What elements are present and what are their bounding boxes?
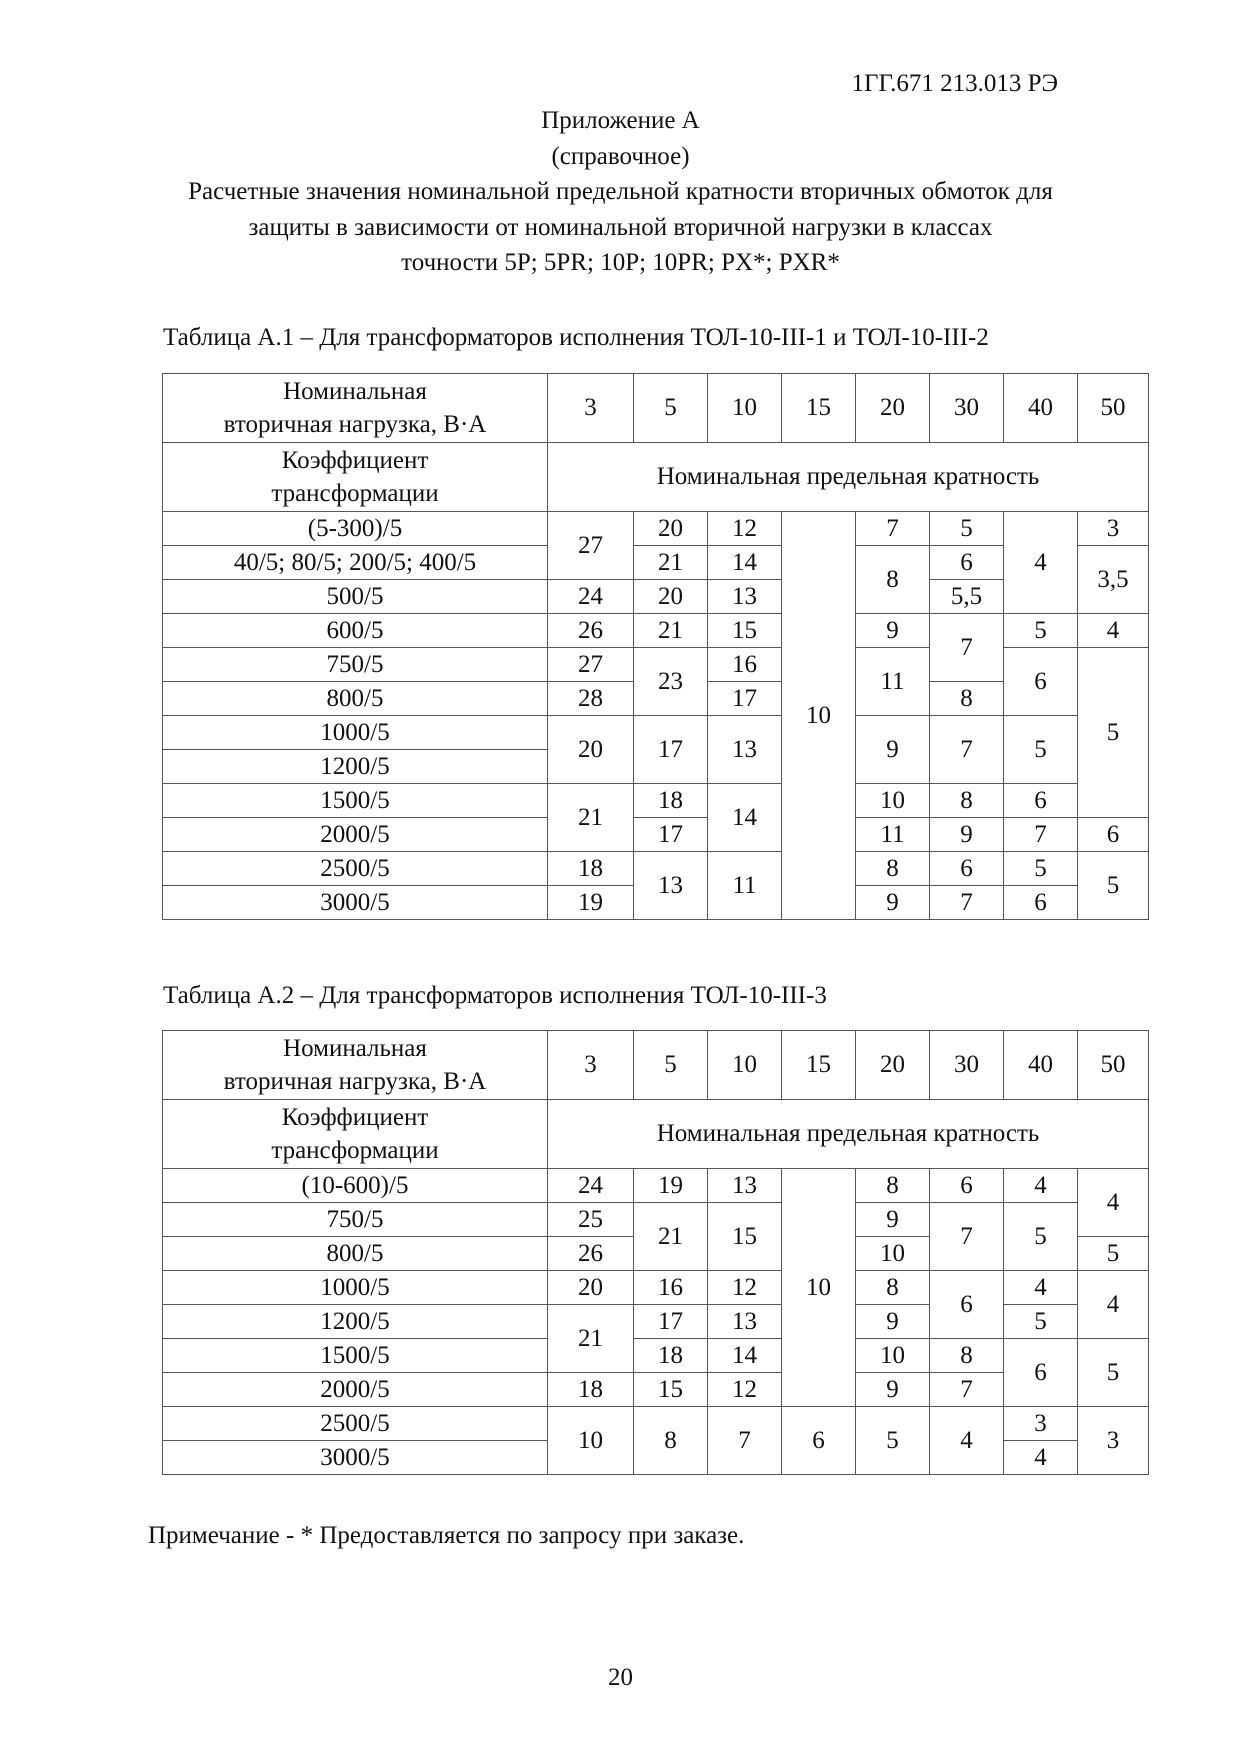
value-cell: 4 bbox=[1004, 1271, 1078, 1305]
value-cell: 18 bbox=[634, 784, 708, 818]
appendix-type: (справочное) bbox=[551, 142, 690, 170]
value-cell: 6 bbox=[930, 1271, 1004, 1339]
value-cell: 6 bbox=[930, 546, 1004, 580]
load-header: 15 bbox=[782, 1031, 856, 1100]
load-header: 20 bbox=[856, 374, 930, 443]
value-cell: 9 bbox=[856, 886, 930, 920]
value-cell: 28 bbox=[548, 682, 634, 716]
load-header: 20 bbox=[856, 1031, 930, 1100]
value-cell: 14 bbox=[708, 784, 782, 852]
value-cell: 11 bbox=[856, 818, 930, 852]
table-row bbox=[163, 818, 1149, 852]
appendix-description-line3: точности 5P; 5PR; 10P; 10PR; PX*; PXR* bbox=[401, 249, 840, 276]
ratio-cell: 750/5 bbox=[163, 648, 548, 682]
ratio-cell: 2500/5 bbox=[163, 852, 548, 886]
value-cell: 26 bbox=[548, 1237, 634, 1271]
value-cell: 9 bbox=[856, 614, 930, 648]
value-cell: 20 bbox=[548, 716, 634, 784]
value-cell: 13 bbox=[708, 716, 782, 784]
appendix-description-line2: защиты в зависимости от номинальной вторичной нагрузки в классах bbox=[248, 213, 993, 241]
ratio-cell: 800/5 bbox=[163, 1237, 548, 1271]
table-row bbox=[163, 614, 1149, 648]
load-label-line2: вторичная нагрузка, В·А bbox=[223, 411, 487, 438]
value-cell: 7 bbox=[930, 614, 1004, 682]
value-cell: 11 bbox=[708, 852, 782, 920]
table2-caption: Таблица А.2 – Для трансформаторов исполнения ТОЛ-10-III-3 bbox=[163, 982, 827, 1009]
value-cell: 4 bbox=[930, 1407, 1004, 1475]
ratio-cell: 600/5 bbox=[163, 614, 548, 648]
table-row bbox=[163, 1203, 1149, 1237]
table-row bbox=[163, 716, 1149, 750]
value-cell: 7 bbox=[930, 1203, 1004, 1271]
value-cell: 21 bbox=[634, 614, 708, 648]
load-label-cell bbox=[163, 374, 548, 443]
value-cell: 6 bbox=[1078, 818, 1149, 852]
value-cell: 5 bbox=[1078, 1339, 1149, 1407]
value-cell: 7 bbox=[930, 716, 1004, 784]
value-cell: 5 bbox=[856, 1407, 930, 1475]
load-header: 30 bbox=[930, 1031, 1004, 1100]
value-cell: 16 bbox=[708, 648, 782, 682]
value-cell: 3 bbox=[1078, 512, 1149, 546]
value-cell: 7 bbox=[856, 512, 930, 546]
value-cell: 8 bbox=[930, 682, 1004, 716]
value-cell: 8 bbox=[856, 1271, 930, 1305]
value-cell: 5 bbox=[1004, 614, 1078, 648]
value-cell: 24 bbox=[548, 1169, 634, 1203]
value-cell: 10 bbox=[782, 512, 856, 920]
ratio-cell: 1500/5 bbox=[163, 1339, 548, 1373]
value-cell: 6 bbox=[930, 1169, 1004, 1203]
value-cell: 19 bbox=[548, 886, 634, 920]
value-cell: 8 bbox=[634, 1407, 708, 1475]
value-cell: 12 bbox=[708, 512, 782, 546]
ratio-cell: 800/5 bbox=[163, 682, 548, 716]
table-row bbox=[163, 546, 1149, 580]
value-cell: 3 bbox=[1004, 1407, 1078, 1441]
value-cell: 10 bbox=[856, 1237, 930, 1271]
value-cell: 12 bbox=[708, 1373, 782, 1407]
value-cell: 7 bbox=[708, 1407, 782, 1475]
value-cell: 17 bbox=[708, 682, 782, 716]
value-cell: 8 bbox=[856, 546, 930, 614]
value-cell: 13 bbox=[708, 1169, 782, 1203]
ratio-cell: 2000/5 bbox=[163, 818, 548, 852]
value-cell: 9 bbox=[856, 1203, 930, 1237]
ratio-cell: 1200/5 bbox=[163, 1305, 548, 1339]
value-cell: 5 bbox=[1004, 716, 1078, 784]
load-label-line2: вторичная нагрузка, В·А bbox=[223, 1068, 487, 1095]
limit-factor-header: Номинальная предельная кратность bbox=[548, 1100, 1149, 1169]
value-cell: 10 bbox=[856, 1339, 930, 1373]
value-cell: 9 bbox=[930, 818, 1004, 852]
appendix-description-line1: Расчетные значения номинальной предельной кратности вторичных обмоток для bbox=[188, 178, 1053, 205]
page-number: 20 bbox=[608, 1664, 633, 1691]
value-cell: 21 bbox=[548, 1305, 634, 1373]
value-cell: 9 bbox=[856, 1305, 930, 1339]
value-cell: 20 bbox=[634, 512, 708, 546]
value-cell: 15 bbox=[708, 1203, 782, 1271]
ratio-label-cell bbox=[163, 1100, 548, 1169]
value-cell: 5 bbox=[930, 512, 1004, 546]
table2-ratio-header-row bbox=[163, 1100, 1149, 1169]
value-cell: 21 bbox=[548, 784, 634, 852]
value-cell: 10 bbox=[856, 784, 930, 818]
table-row bbox=[163, 852, 1149, 886]
value-cell: 15 bbox=[708, 614, 782, 648]
value-cell: 6 bbox=[1004, 784, 1078, 818]
load-header: 10 bbox=[708, 1031, 782, 1100]
value-cell: 20 bbox=[634, 580, 708, 614]
load-header: 50 bbox=[1078, 374, 1149, 443]
value-cell: 15 bbox=[634, 1373, 708, 1407]
table-row bbox=[163, 512, 1149, 546]
load-label-line1: Номинальная bbox=[283, 378, 427, 405]
value-cell: 17 bbox=[634, 716, 708, 784]
load-label-line1: Номинальная bbox=[283, 1035, 427, 1062]
appendix-heading: Приложение А bbox=[541, 107, 700, 134]
table-row bbox=[163, 784, 1149, 818]
load-header: 5 bbox=[634, 374, 708, 443]
value-cell: 5 bbox=[1004, 1305, 1078, 1339]
load-header: 40 bbox=[1004, 374, 1078, 443]
value-cell: 6 bbox=[1004, 1339, 1078, 1407]
load-header: 5 bbox=[634, 1031, 708, 1100]
value-cell: 17 bbox=[634, 818, 708, 852]
limit-factor-header: Номинальная предельная кратность bbox=[548, 443, 1149, 512]
value-cell: 5 bbox=[1004, 1203, 1078, 1271]
value-cell: 6 bbox=[1004, 648, 1078, 716]
table-row bbox=[163, 580, 1149, 614]
value-cell: 14 bbox=[708, 1339, 782, 1373]
appendix-title bbox=[0, 103, 1241, 281]
value-cell: 24 bbox=[548, 580, 634, 614]
ratio-label-cell bbox=[163, 443, 548, 512]
table-row bbox=[163, 1339, 1149, 1373]
value-cell: 5 bbox=[1078, 852, 1149, 920]
value-cell: 8 bbox=[856, 1169, 930, 1203]
ratio-cell: 3000/5 bbox=[163, 886, 548, 920]
value-cell: 21 bbox=[634, 546, 708, 580]
value-cell: 7 bbox=[1004, 818, 1078, 852]
ratio-cell: 1200/5 bbox=[163, 750, 548, 784]
ratio-label-line2: трансформации bbox=[271, 480, 439, 507]
value-cell: 13 bbox=[708, 580, 782, 614]
load-header: 15 bbox=[782, 374, 856, 443]
ratio-label-line2: трансформации bbox=[271, 1137, 439, 1164]
value-cell: 20 bbox=[548, 1271, 634, 1305]
value-cell: 13 bbox=[634, 852, 708, 920]
value-cell: 26 bbox=[548, 614, 634, 648]
value-cell: 4 bbox=[1078, 614, 1149, 648]
value-cell: 4 bbox=[1078, 1169, 1149, 1237]
load-header: 3 bbox=[548, 374, 634, 443]
value-cell: 10 bbox=[548, 1407, 634, 1475]
ratio-cell: 40/5; 80/5; 200/5; 400/5 bbox=[163, 546, 548, 580]
table-row bbox=[163, 1169, 1149, 1203]
value-cell: 3,5 bbox=[1078, 546, 1149, 614]
value-cell: 11 bbox=[856, 648, 930, 716]
value-cell: 18 bbox=[548, 852, 634, 886]
table-row bbox=[163, 1407, 1149, 1441]
load-header: 3 bbox=[548, 1031, 634, 1100]
table1-caption: Таблица А.1 – Для трансформаторов исполнения ТОЛ-10-III-1 и ТОЛ-10-III-2 bbox=[163, 324, 989, 351]
value-cell: 9 bbox=[856, 716, 930, 784]
value-cell: 12 bbox=[708, 1271, 782, 1305]
value-cell: 18 bbox=[548, 1373, 634, 1407]
ratio-cell: 1000/5 bbox=[163, 716, 548, 750]
ratio-cell: 500/5 bbox=[163, 580, 548, 614]
ratio-cell: (10-600)/5 bbox=[163, 1169, 548, 1203]
table1-load-header-row bbox=[163, 374, 1149, 443]
table-row bbox=[163, 1271, 1149, 1305]
load-label-cell bbox=[163, 1031, 548, 1100]
ratio-cell: 1500/5 bbox=[163, 784, 548, 818]
value-cell: 14 bbox=[708, 546, 782, 580]
load-header: 10 bbox=[708, 374, 782, 443]
ratio-cell: (5-300)/5 bbox=[163, 512, 548, 546]
value-cell: 7 bbox=[930, 1373, 1004, 1407]
value-cell: 8 bbox=[856, 852, 930, 886]
load-header: 30 bbox=[930, 374, 1004, 443]
value-cell: 5,5 bbox=[930, 580, 1004, 614]
value-cell: 7 bbox=[930, 886, 1004, 920]
value-cell: 23 bbox=[634, 648, 708, 716]
value-cell: 5 bbox=[1004, 852, 1078, 886]
table1-ratio-header-row bbox=[163, 443, 1149, 512]
value-cell: 5 bbox=[1078, 1237, 1149, 1271]
value-cell: 6 bbox=[930, 852, 1004, 886]
value-cell: 5 bbox=[1078, 648, 1149, 818]
value-cell: 10 bbox=[782, 1169, 856, 1407]
value-cell: 27 bbox=[548, 648, 634, 682]
ratio-cell: 1000/5 bbox=[163, 1271, 548, 1305]
value-cell: 8 bbox=[930, 1339, 1004, 1373]
value-cell: 16 bbox=[634, 1271, 708, 1305]
footnote: Примечание - * Предоставляется по запросу при заказе. bbox=[148, 1522, 745, 1549]
value-cell: 21 bbox=[634, 1203, 708, 1271]
value-cell: 13 bbox=[708, 1305, 782, 1339]
value-cell: 6 bbox=[782, 1407, 856, 1475]
document-code: 1ГГ.671 213.013 РЭ bbox=[851, 70, 1058, 97]
value-cell: 27 bbox=[548, 512, 634, 580]
table1 bbox=[162, 373, 1149, 920]
value-cell: 4 bbox=[1078, 1271, 1149, 1339]
ratio-cell: 2000/5 bbox=[163, 1373, 548, 1407]
value-cell: 17 bbox=[634, 1305, 708, 1339]
value-cell: 4 bbox=[1004, 1169, 1078, 1203]
value-cell: 19 bbox=[634, 1169, 708, 1203]
value-cell: 18 bbox=[634, 1339, 708, 1373]
value-cell: 4 bbox=[1004, 1441, 1078, 1475]
ratio-cell: 750/5 bbox=[163, 1203, 548, 1237]
table-row bbox=[163, 1373, 1149, 1407]
value-cell: 8 bbox=[930, 784, 1004, 818]
ratio-cell: 3000/5 bbox=[163, 1441, 548, 1475]
value-cell: 4 bbox=[1004, 512, 1078, 614]
ratio-label-line1: Коэффициент bbox=[281, 1104, 429, 1131]
value-cell: 9 bbox=[856, 1373, 930, 1407]
table2 bbox=[162, 1030, 1149, 1475]
value-cell: 3 bbox=[1078, 1407, 1149, 1475]
value-cell: 25 bbox=[548, 1203, 634, 1237]
ratio-cell: 2500/5 bbox=[163, 1407, 548, 1441]
load-header: 50 bbox=[1078, 1031, 1149, 1100]
ratio-label-line1: Коэффициент bbox=[281, 447, 429, 474]
table2-load-header-row bbox=[163, 1031, 1149, 1100]
load-header: 40 bbox=[1004, 1031, 1078, 1100]
value-cell: 6 bbox=[1004, 886, 1078, 920]
